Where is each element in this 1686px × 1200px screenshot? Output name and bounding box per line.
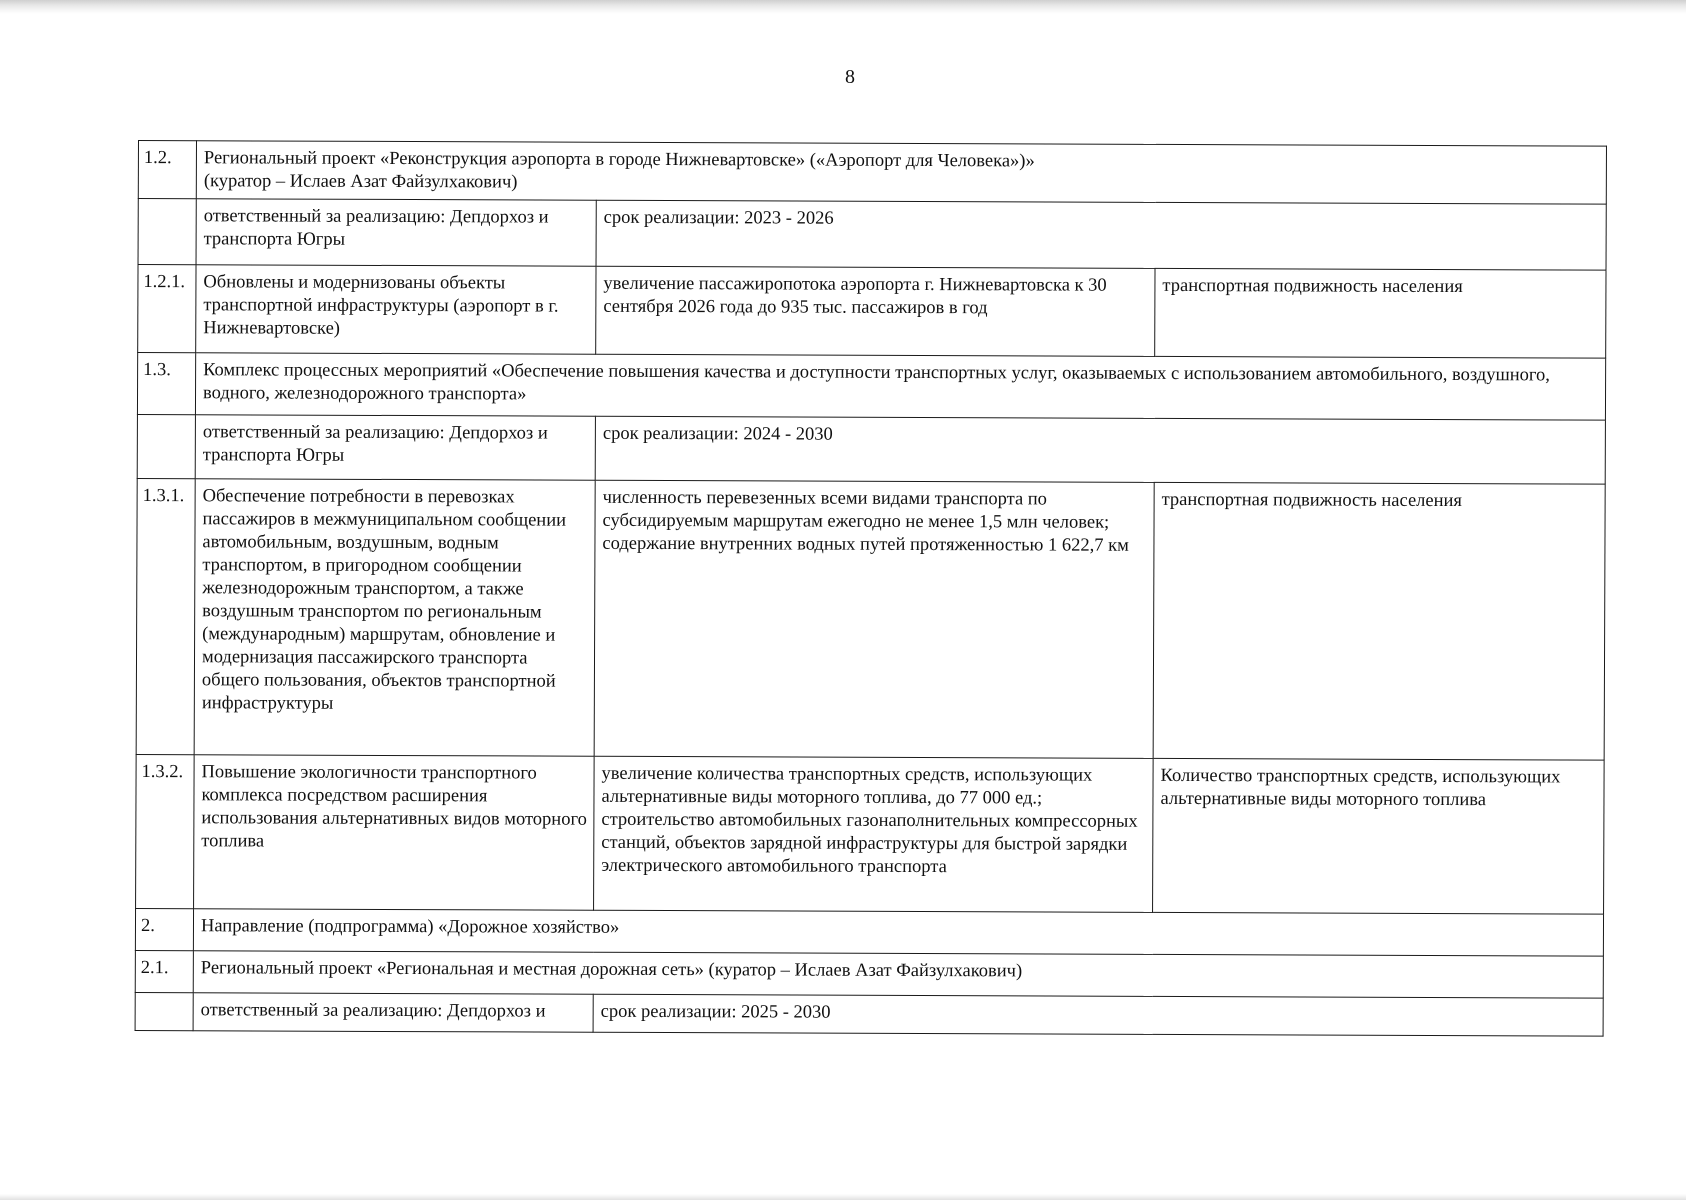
row-number: 1.2. bbox=[138, 141, 196, 199]
complex-title-cell: Комплекс процессных мероприятий «Обеспечение повышения качества и доступности транспортных услуг, оказываемых с использованием автомобильного, воздушного, водного, железнодорожного транспорта» bbox=[195, 353, 1605, 420]
effect-line: численность перевезенных всеми видами транспорта по субсидируемым маршрутам ежегодно не менее 1,5 млн человек; bbox=[602, 487, 1110, 533]
row-number: 1.3.2. bbox=[136, 754, 195, 908]
effect-cell: увеличение пассажиропотока аэропорта г. Нижневартовска к 30 сентября 2026 года до 935 тыс. пассажиров в год bbox=[596, 266, 1155, 356]
indicator-cell: транспортная подвижность населения bbox=[1155, 268, 1606, 358]
table-row bbox=[137, 414, 1605, 484]
responsible-cell: ответственный за реализацию: Депдорхоз и bbox=[193, 993, 593, 1033]
project-title-cell: Региональный проект «Региональная и местная дорожная сеть» (куратор – Ислаев Азат Файзулхакович) bbox=[193, 951, 1603, 998]
direction-title-cell: Направление (подпрограмма) «Дорожное хозяйство» bbox=[193, 909, 1603, 956]
period-cell: срок реализации: 2023 - 2026 bbox=[596, 200, 1606, 270]
task-cell: Повышение экологичности транспортного комплекса посредством расширения использования альтернативных видов моторного топлива bbox=[194, 755, 595, 911]
indicator-cell: Количество транспортных средств, использующих альтернативные виды моторного топлива bbox=[1153, 758, 1605, 914]
measures-table bbox=[135, 140, 1607, 1037]
responsible-cell: ответственный за реализацию: Депдорхоз и транспорта Югры bbox=[195, 415, 595, 481]
empty-cell bbox=[138, 199, 196, 265]
table-row bbox=[136, 478, 1605, 760]
effect-cell bbox=[594, 480, 1154, 758]
effect-line: содержание внутренних водных путей протяженностью 1 622,7 км bbox=[602, 533, 1129, 556]
indicator-cell: транспортная подвижность населения bbox=[1153, 482, 1605, 760]
table-row bbox=[136, 754, 1605, 914]
table-row bbox=[137, 353, 1605, 421]
table-row bbox=[138, 265, 1606, 359]
scan-edge-bottom bbox=[0, 1194, 1686, 1200]
row-number: 2. bbox=[135, 908, 193, 950]
effect-line: увеличение количества транспортных средств, использующих альтернативные виды моторного топлива, до 77 000 ед.; bbox=[601, 763, 1093, 809]
project-title-cell bbox=[196, 141, 1606, 204]
period-cell: срок реализации: 2024 - 2030 bbox=[595, 416, 1605, 484]
scan-edge-top bbox=[0, 0, 1686, 14]
project-curator: (куратор – Ислаев Азат Файзулхакович) bbox=[203, 171, 518, 193]
empty-cell bbox=[137, 414, 195, 478]
task-cell: Обновлены и модернизованы объекты транспортной инфраструктуры (аэропорт в г. Нижневартовске) bbox=[196, 265, 596, 355]
responsible-cell: ответственный за реализацию: Депдорхоз и транспорта Югры bbox=[196, 199, 596, 267]
table-row bbox=[135, 992, 1603, 1036]
effect-line: строительство автомобильных газонаполнительных компрессорных станций, объектов зарядной инфраструктуры для быстрой зарядки электрического автомобильного транспорта bbox=[601, 809, 1138, 878]
page-number: 8 bbox=[845, 66, 855, 88]
table-row bbox=[138, 141, 1606, 205]
effect-cell bbox=[594, 756, 1154, 912]
period-cell: срок реализации: 2025 - 2030 bbox=[593, 994, 1603, 1036]
row-number: 1.3. bbox=[137, 353, 195, 415]
table-row bbox=[135, 908, 1603, 956]
table-row bbox=[138, 199, 1606, 271]
table-row bbox=[135, 950, 1603, 998]
project-title: Региональный проект «Реконструкция аэропорта в городе Нижневартовске» («Аэропорт для Человека»)» bbox=[203, 148, 1035, 172]
task-cell: Обеспечение потребности в перевозках пассажиров в межмуниципальном сообщении автомобильным, воздушным, водным транспортом, в пригородном сообщении железнодорожным транспортом, а также воздушным транспортом по региональным (международным) маршрутам, обновление и модернизация пассажирского транспорта общего пользования, объектов транспортной инфраструктуры bbox=[194, 479, 595, 757]
row-number: 1.3.1. bbox=[136, 478, 195, 754]
row-number: 1.2.1. bbox=[138, 265, 196, 353]
empty-cell bbox=[135, 992, 193, 1030]
row-number: 2.1. bbox=[135, 950, 193, 992]
